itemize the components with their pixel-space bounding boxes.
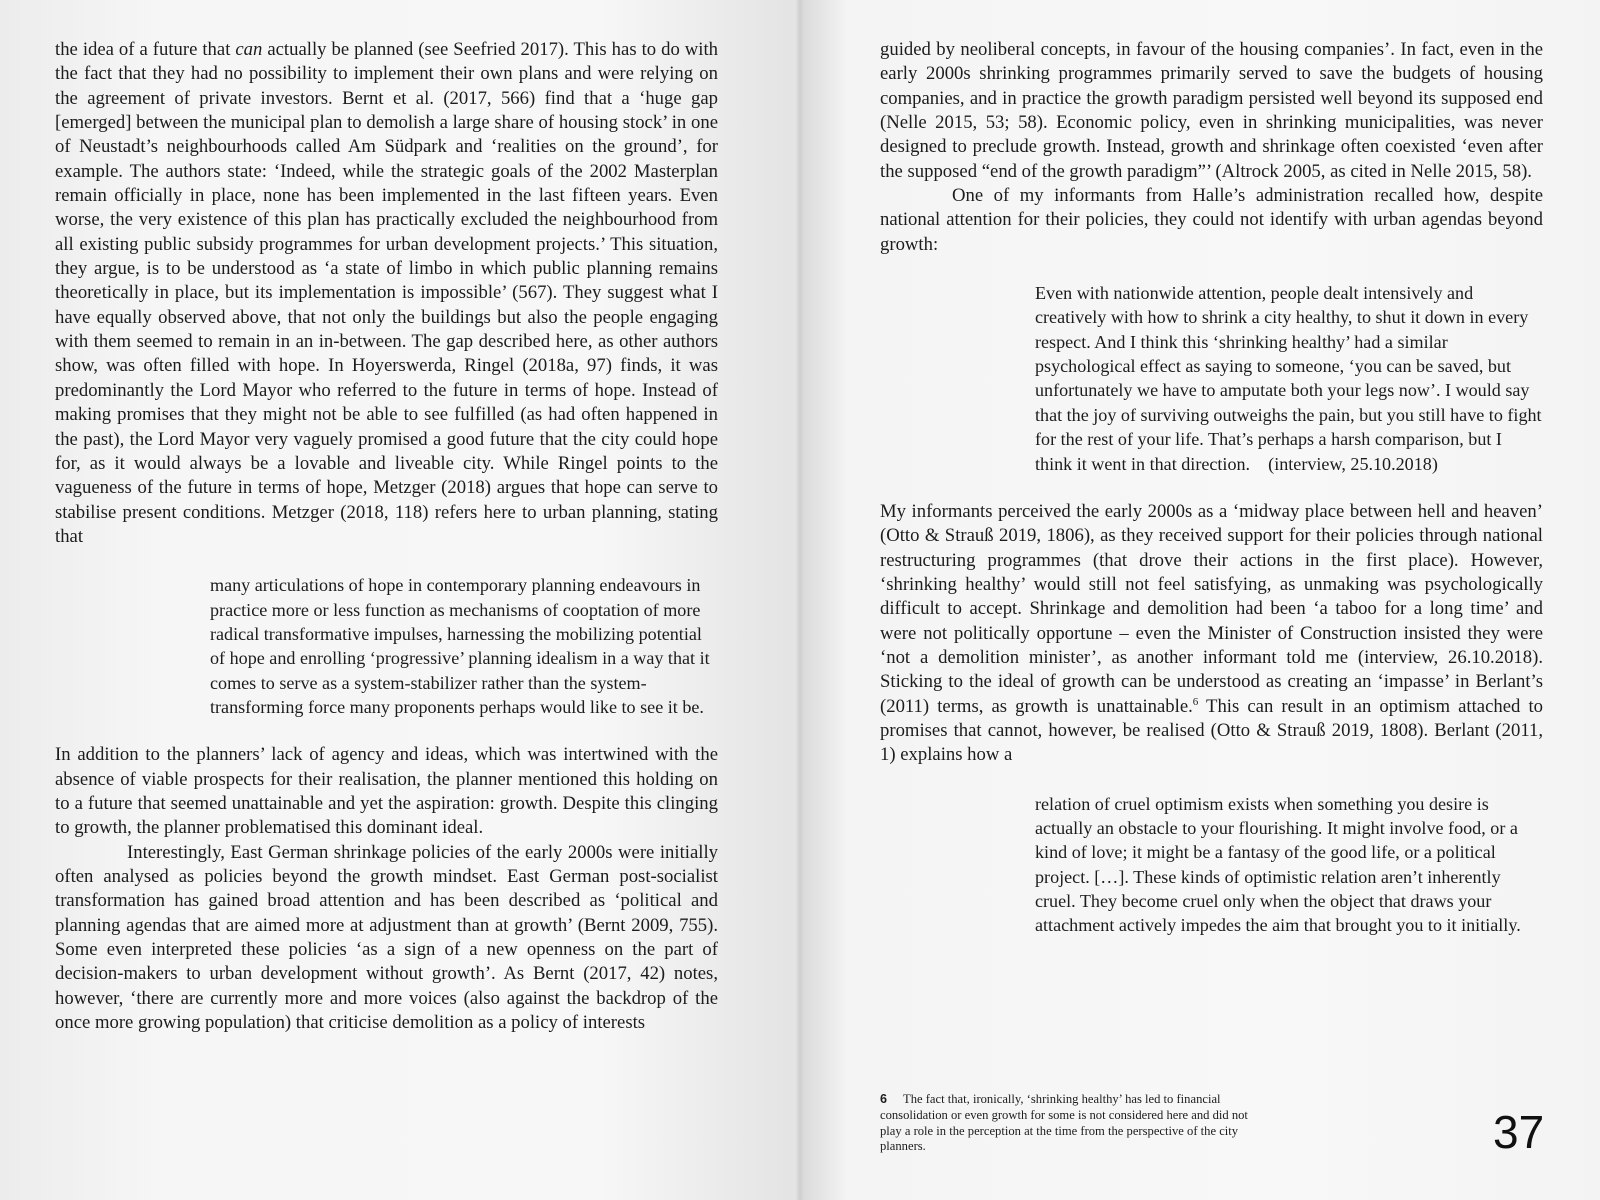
text-run: My informants perceived the early 2000s as a ‘midway place between hell and heaven’ (Otto & Strauß 2019, 1806), as they received support for their policies through national restructuring programmes (that drove their actions in the first place). However, ‘shrinking healthy’ would still not feel satisfying, as unmaking was psychologically difficult to accept. Shrinkage and demolition had been ‘a taboo for a long time’ and were not politically opportune – even the Minister of Construction insisted they were ‘not a demolition minister’, as another informant told me (interview, 26.10.2018). Sticking to the ideal of growth can be understood as creating an ‘impasse’ in Berlant’s (2011) terms, as growth is unattainable. <box>880 500 1543 717</box>
right-paragraph-1: guided by neoliberal concepts, in favour of the housing companies’. In fact, even in the early 2000s shrinking programmes primarily served to save the budgets of housing companies, and in practice the growth paradigm persisted well beyond its supposed end (Nelle 2015, 53; 58). Economic policy, even in shrinking municipalities, was never designed to preclude growth. Instead, growth and shrinkage often coexisted ‘even after the supposed “end of the growth paradigm”’ (Altrock 2005, as cited in Nelle 2015, 58). <box>880 39 1543 182</box>
block-quote-interview <box>1035 281 1543 476</box>
book-spine <box>796 0 804 1200</box>
text-run: This can result in an optimism attached to promises that cannot, however, be realised (Otto & Strauß 2019, 1808). Berlant (2011, 1) explains how a <box>880 695 1543 766</box>
text-run: the idea of a future that <box>55 39 236 60</box>
left-paragraph-3: Interestingly, East German shrinkage policies of the early 2000s were initially often analysed as policies beyond the growth mindset. East German post-socialist transformation has gained broad attention and has been described as ‘political and planning agendas that are aimed more at adjustment than at growth’ (Bernt 2009, 755). Some even interpreted these policies ‘as a sign of a new openness on the part of decision-makers to urban development without growth’. As Bernt (2017, 42) notes, however, ‘there are currently more and more voices (also against the backdrop of the once more growing population) that criticise demolition as a policy of interests <box>55 841 718 1034</box>
left-text-column <box>55 38 718 1035</box>
block-quote-berlant <box>1035 792 1543 938</box>
block-quote-text: many articulations of hope in contemporary planning endeavours in practice more or less function as mechanisms of cooptation of more radical transformative impulses, harnessing the mobilizing potential of hope and enrolling ‘progressive’ planning idealism in a way that it comes to serve as a system-stabilizer rather than the system-transforming force many proponents perhaps would like to see it be. <box>210 575 710 717</box>
footnote-number: 6 <box>880 1092 888 1106</box>
block-quote-metzger <box>210 573 718 719</box>
left-paragraph-1 <box>55 38 718 549</box>
emphasis: can <box>235 39 263 60</box>
text-run: actually be planned (see Seefried 2017). This has to do with the fact that they had no possibility to implement their own plans and were relying on the agreement of private investors. Bernt et al. (2017, 566) find that a ‘huge gap [emerged] between the municipal plan to demolish a large share of housing stock’ in one of Neustadt’s neighbourhoods called Am Südpark and ‘realities on the ground’, for example. The authors state: ‘Indeed, while the strategic goals of the 2002 Masterplan remain officially in place, none has been implemented in the last fifteen years. Even worse, the very existence of this plan has practically excluded the neighbourhood from all existing public subsidy programmes for urban development projects.’ This situation, they argue, is to be understood as ‘a state of limbo in which public planning remains theoretically in place, but its implementation is impossible’ (567). They suggest what I have equally observed above, that not only the buildings but also the people engaging with them seemed to remain in an in-between. The gap described here, as other authors show, was often filled with hope. In Hoyerswerda, Ringel (2018a, 97) finds, it was predominantly the Lord Mayor who referred to the future in terms of hope. Instead of making promises that they might not be able to see fulfilled (as had often happened in the past), the Lord Mayor very vaguely promised a good future that the city could hope for, as it would always be a lovable and liveable city. While Ringel points to the vagueness of the future in terms of hope, Metzger (2018) argues that hope can serve to stabilise present conditions. Metzger (2018, 118) refers here to urban planning, stating that <box>55 39 718 547</box>
right-paragraph-3 <box>880 500 1543 768</box>
left-paragraph-2: In addition to the planners’ lack of agency and ideas, which was intertwined with the absence of viable prospects for their realisation, the planner mentioned this holding on to a future that seemed unattainable and yet the aspiration: growth. Despite this clinging to growth, the planner problematised this dominant ideal. <box>55 744 718 839</box>
right-paragraph-2: One of my informants from Halle’s administration recalled how, despite national attention for their policies, they could not identify with urban agendas beyond growth: <box>880 185 1543 255</box>
footnote-reference[interactable]: 6 <box>1192 695 1199 708</box>
page-number: 37 <box>1493 1106 1545 1158</box>
footnote-text: The fact that, ironically, ‘shrinking healthy’ has led to financial consolidation or even growth for some is not considered here and did not play a role in the perception at the time from the perspective of the city planners. <box>880 1092 1248 1154</box>
quote-citation: (interview, 25.10.2018) <box>1268 453 1438 474</box>
block-quote-text: relation of cruel optimism exists when something you desire is actually an obstacle to your flourishing. It might involve food, or a kind of love; it might be a fantasy of the good life, or a political project. […]. These kinds of optimistic relation aren’t inherently cruel. They become cruel only when the object that draws your attachment actively impedes the aim that brought you to it initially. <box>1035 793 1521 936</box>
block-quote-text <box>1035 281 1543 476</box>
right-text-column <box>880 38 1543 962</box>
text-run: Even with nationwide attention, people dealt intensively and creatively with how to shrink a city healthy, to shut it down in every respect. And I think this ‘shrinking healthy’ had a similar psychological effect as saying to someone, ‘you can be saved, but unfortunately we have to amputate both your legs now’. I would say that the joy of surviving outweighs the pain, but you still have to fight for the rest of your life. That’s perhaps a harsh comparison, but I think it went in that direction. <box>1035 283 1542 474</box>
footnote-6 <box>880 1092 1250 1155</box>
